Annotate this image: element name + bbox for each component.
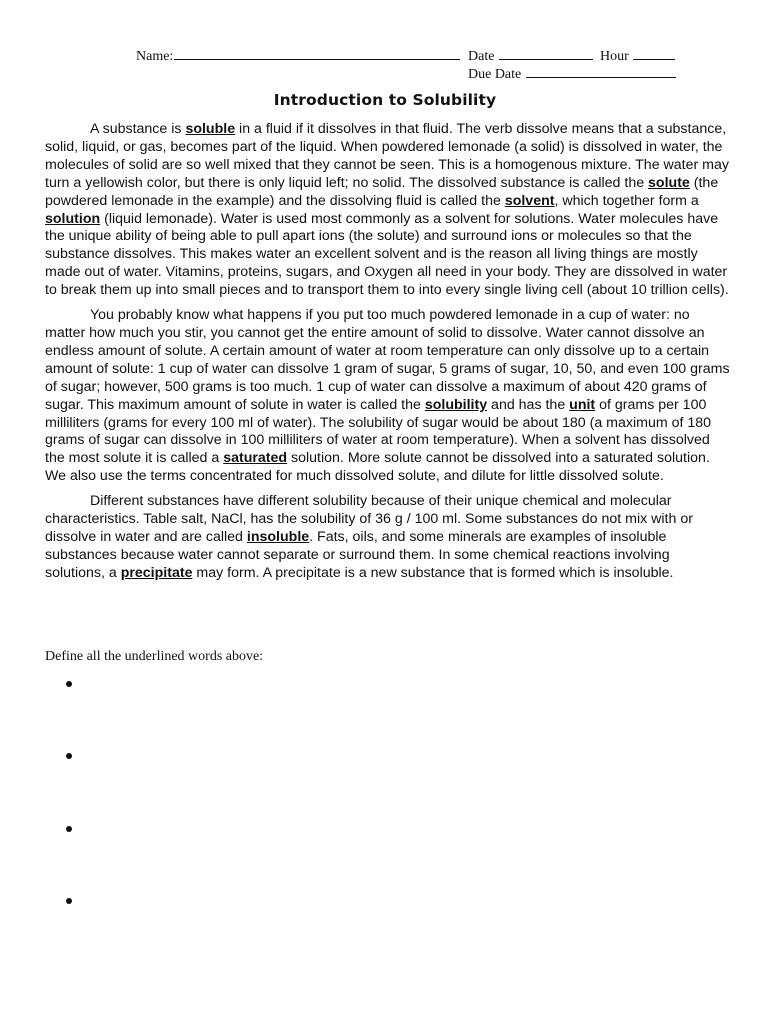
definition-bullet (66, 753, 72, 759)
define-prompt: Define all the underlined words above: (45, 649, 264, 664)
vocab-term: solute (648, 174, 690, 191)
paragraph-text: (liquid lemonade). Water is used most commonly as a solvent for solutions. Water molecules have the unique ability of being able to pull apart ions (the solute) and surround ions or molecules so that the substance dissolves. This makes water an excellent solvent and is the reason all living things are mostly made out of water. Vitamins, proteins, sugars, and Oxygen all need in your body. They are dissolved in water to break them up into small pieces and to transport them to into every single living cell (about 10 trillion cells). (45, 210, 729, 299)
paragraph-text: Different substances have different solubility because of their unique chemical and molecular characteristics. Table salt, NaCl, has the solubility of 36 g / 100 ml. Some substances do not mix with or dissolve in water and are called (45, 493, 693, 545)
paragraph (45, 307, 731, 486)
vocab-term: solution (45, 210, 101, 227)
paragraph-text: solution. More solute cannot be dissolved into a saturated solution. We also use the terms concentrated for much dissolved solute, and dilute for little dissolved solute. (45, 450, 710, 485)
vocab-term: soluble (185, 121, 236, 137)
vocab-term: solvent (504, 192, 555, 209)
paragraph-text: may form. A precipitate is a new substance that is formed which is insoluble. (192, 564, 674, 581)
definition-bullet (66, 898, 72, 904)
hour-field[interactable] (600, 47, 675, 65)
paragraph (45, 493, 731, 583)
paragraph-text: in a fluid if it dissolves in that fluid. The verb dissolve means that a substance, solid, liquid, or gas, becomes part of the liquid. When powdered lemonade (a solid) is dissolved in water, the molecules of solid are so well mixed that they cannot be seen. This is a homogenous mixture. The water may turn a yellowish color, but there is only liquid left; no solid. The dissolved substance is called the (45, 121, 729, 191)
vocab-term: unit (569, 396, 596, 413)
paragraph-text: (the powdered lemonade in the example) and the dissolving fluid is called the (45, 174, 719, 209)
name-field[interactable] (136, 47, 460, 65)
paragraph-text: of grams per 100 milliliters (grams for every 100 ml of water). The solubility of sugar would be about 180 (a maximum of 180 grams of sugar can dissolve in 100 milliliters of water at room temperature). When a solvent has dissolved the most solute it is called a (45, 396, 712, 467)
due-date-field[interactable] (468, 65, 676, 83)
hour-blank[interactable] (633, 47, 675, 60)
date-field[interactable] (468, 47, 593, 65)
date-label: Date (468, 49, 495, 64)
vocab-term: saturated (223, 450, 288, 467)
definition-bullet (66, 826, 72, 832)
body-text (45, 121, 731, 590)
paragraph (45, 121, 731, 300)
vocab-term: precipitate (120, 564, 193, 581)
vocab-term: insoluble (246, 528, 310, 545)
page-title: Introduction to Solubility (273, 91, 497, 109)
paragraph-text: A substance is (90, 121, 186, 137)
name-blank[interactable] (174, 47, 460, 60)
definition-bullet (66, 681, 72, 687)
vocab-term: solubility (424, 396, 488, 413)
name-label: Name: (136, 49, 174, 64)
paragraph-text: You probably know what happens if you put too much powdered lemonade in a cup of water: no matter how much you stir, you cannot get the entire amount of solid to dissolve. Water cannot dissolve an endless amount of solute. A certain amount of water at room temperature can only dissolve up to a certain amount of solute: 1 cup of water can dissolve 1 gram of sugar, 5 grams of sugar, 10, 50, and even 100 grams of sugar; however, 500 grams is too much. 1 cup of water can dissolve a maximum of about 420 grams of sugar. This maximum amount of solute in water is called the (45, 307, 730, 413)
date-blank[interactable] (499, 47, 593, 60)
due-date-blank[interactable] (526, 65, 676, 78)
paragraph-text: , which together form a (554, 192, 699, 209)
paragraph-text: and has the (487, 396, 570, 413)
hour-label: Hour (600, 49, 629, 64)
paragraph-text: . Fats, oils, and some minerals are examples of insoluble substances because water cannot separate or surround them. In some chemical reactions involving solutions, a (45, 528, 670, 581)
due-date-label: Due Date (468, 67, 522, 82)
